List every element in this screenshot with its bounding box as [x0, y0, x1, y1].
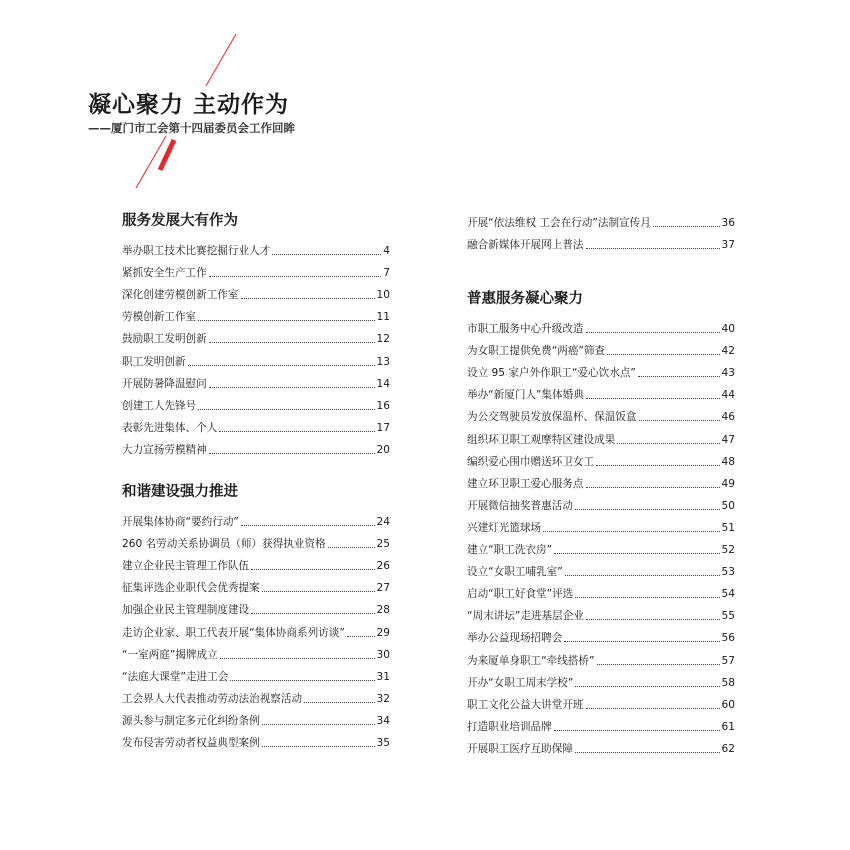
toc-entry-page-number: 44 — [721, 389, 735, 402]
toc-entry-page-number: 29 — [376, 626, 390, 639]
toc-entry[interactable] — [467, 601, 735, 623]
dot-leader — [586, 332, 720, 333]
toc-entry[interactable] — [122, 507, 390, 529]
toc-entry[interactable] — [122, 324, 390, 346]
dot-leader — [617, 443, 719, 444]
toc-section-harmony — [122, 481, 390, 750]
toc-entry-title: “法庭大课堂”走进工会 — [122, 670, 229, 683]
dot-leader — [220, 658, 375, 659]
toc-section-benefit — [467, 288, 735, 756]
toc-entry-page-number: 47 — [721, 433, 735, 446]
toc-entry-title: 为来厦单身职工“牵线搭桥” — [467, 654, 595, 667]
toc-entry[interactable] — [467, 645, 735, 667]
toc-entry-title: “周末讲坛”走进基层企业 — [467, 610, 584, 623]
toc-entry[interactable] — [467, 336, 735, 358]
toc-entry[interactable] — [122, 662, 390, 684]
toc-entry-title: 为女职工提供免费“两癌”筛查 — [467, 345, 606, 358]
toc-entry[interactable] — [467, 712, 735, 734]
dot-leader — [586, 619, 720, 620]
toc-entry-title: 建立“职工洗衣房” — [467, 544, 553, 557]
dot-leader — [596, 465, 719, 466]
toc-entry-page-number: 17 — [376, 421, 390, 434]
toc-entry[interactable] — [122, 573, 390, 595]
toc-entry[interactable] — [467, 402, 735, 424]
dot-leader — [638, 376, 720, 377]
dot-leader — [554, 730, 720, 731]
dot-leader — [554, 553, 719, 554]
toc-entry-page-number: 36 — [721, 217, 735, 230]
toc-entry-title: 开展防暑降温慰问 — [122, 377, 207, 390]
dot-leader — [262, 746, 375, 747]
thin-red-line-top — [206, 34, 236, 86]
toc-entry-title: “一室两庭”揭牌成立 — [122, 648, 218, 661]
dot-leader — [586, 398, 720, 399]
dot-leader — [251, 569, 374, 570]
toc-entry-page-number: 13 — [376, 355, 390, 368]
dot-leader — [241, 525, 375, 526]
toc-entry-title: 征集评选企业职代会优秀提案 — [122, 582, 260, 595]
toc-list — [467, 314, 735, 756]
dot-leader — [251, 613, 374, 614]
toc-entry[interactable] — [122, 258, 390, 280]
page-subtitle: ——厦门市工会第十四届委员会工作回眸 — [88, 121, 295, 135]
toc-entry-title: 职工发明创新 — [122, 355, 186, 368]
section-heading: 服务发展大有作为 — [122, 213, 238, 229]
toc-entry-page-number: 7 — [383, 267, 390, 280]
toc-entry[interactable] — [122, 346, 390, 368]
dot-leader — [575, 752, 720, 753]
toc-entry-title: 举办公益现场招聘会 — [467, 632, 563, 645]
toc-entry[interactable] — [467, 208, 735, 230]
dot-leader — [188, 365, 375, 366]
toc-entry-page-number: 11 — [376, 311, 390, 324]
toc-entry-page-number: 48 — [721, 455, 735, 468]
dot-leader — [304, 702, 374, 703]
dot-leader — [653, 226, 720, 227]
toc-entry-page-number: 27 — [376, 582, 390, 595]
toc-entry-title: 加强企业民主管理制度建设 — [122, 604, 250, 617]
toc-entry[interactable] — [122, 551, 390, 573]
toc-entry[interactable] — [122, 595, 390, 617]
section-heading: 普惠服务凝心聚力 — [467, 291, 583, 307]
toc-entry-page-number: 53 — [721, 566, 735, 579]
section-heading: 和谐建设强力推进 — [122, 484, 238, 500]
dot-leader — [262, 591, 375, 592]
toc-entry-page-number: 25 — [376, 538, 390, 551]
toc-entry-title: 发布侵害劳动者权益典型案例 — [122, 737, 260, 750]
toc-entry[interactable] — [122, 706, 390, 728]
toc-entry-title: 劳模创新工作室 — [122, 311, 197, 324]
toc-entry-title: 紧抓安全生产工作 — [122, 267, 207, 280]
toc-entry[interactable] — [467, 469, 735, 491]
toc-entry-title: 开展“依法维权 工会在行动”法制宣传月 — [467, 217, 651, 230]
toc-entry-title: 表彰先进集体、个人 — [122, 421, 218, 434]
toc-entry[interactable] — [467, 358, 735, 380]
toc-entry-title: 开办“女职工周末学校” — [467, 676, 574, 689]
dot-leader — [575, 509, 720, 510]
dot-leader — [543, 531, 719, 532]
toc-entry-page-number: 40 — [721, 323, 735, 336]
toc-entry-title: 260 名劳动关系协调员（师）获得执业资格 — [122, 538, 326, 551]
toc-entry[interactable] — [467, 579, 735, 601]
toc-entry-title: 开展微信抽奖普惠活动 — [467, 499, 573, 512]
toc-entry-title: 设立“女职工哺乳室” — [467, 566, 563, 579]
toc-entry-title: 启动“职工好食堂”评选 — [467, 588, 574, 601]
dot-leader — [209, 276, 382, 277]
toc-entry[interactable] — [467, 535, 735, 557]
toc-entry-page-number: 50 — [721, 499, 735, 512]
toc-entry-title: 兴建灯光篮球场 — [467, 521, 542, 534]
dot-leader — [575, 597, 719, 598]
toc-entry[interactable] — [467, 230, 735, 252]
toc-entry-page-number: 16 — [376, 399, 390, 412]
dot-leader — [219, 431, 374, 432]
toc-entry-page-number: 55 — [721, 610, 735, 623]
dot-leader — [272, 254, 381, 255]
toc-entry-title: 走访企业家、职工代表开展“集体协商系列访谈” — [122, 626, 345, 639]
toc-entry-page-number: 24 — [376, 516, 390, 529]
toc-entry-page-number: 61 — [721, 720, 735, 733]
toc-entry-page-number: 52 — [721, 544, 735, 557]
toc-entry-page-number: 56 — [721, 632, 735, 645]
dot-leader — [209, 387, 375, 388]
toc-entry-page-number: 54 — [721, 588, 735, 601]
toc-entry[interactable] — [122, 728, 390, 750]
toc-entry-page-number: 28 — [376, 604, 390, 617]
toc-list — [122, 236, 390, 457]
toc-entry[interactable] — [467, 623, 735, 645]
toc-entry-title: 打造职业培训品牌 — [467, 720, 552, 733]
toc-section-service — [122, 210, 390, 457]
toc-entry-title: 源头参与制定多元化纠纷条例 — [122, 714, 260, 727]
thick-red-stroke — [160, 140, 174, 170]
toc-entry-page-number: 57 — [721, 654, 735, 667]
dot-leader — [586, 708, 720, 709]
toc-entry[interactable] — [122, 684, 390, 706]
toc-entry-title: 开展集体协商“要约行动” — [122, 516, 239, 529]
toc-entry-title: 建立环卫职工爱心服务点 — [467, 477, 584, 490]
toc-entry[interactable] — [122, 617, 390, 639]
toc-entry-page-number: 49 — [721, 477, 735, 490]
toc-entry-title: 举办“新厦门人”集体婚典 — [467, 389, 584, 402]
toc-list — [467, 208, 735, 252]
toc-entry-page-number: 42 — [721, 345, 735, 358]
dot-leader — [586, 487, 720, 488]
toc-entry-title: 开展职工医疗互助保障 — [467, 742, 573, 755]
toc-entry[interactable] — [467, 690, 735, 712]
toc-entry[interactable] — [122, 280, 390, 302]
dot-leader — [209, 342, 375, 343]
toc-entry-page-number: 34 — [376, 714, 390, 727]
toc-entry[interactable] — [467, 734, 735, 756]
toc-entry[interactable] — [467, 314, 735, 336]
toc-entry-title: 举办职工技术比赛挖掘行业人才 — [122, 245, 271, 258]
toc-entry-page-number: 31 — [376, 670, 390, 683]
toc-entry[interactable] — [467, 447, 735, 469]
toc-entry-page-number: 37 — [721, 239, 735, 252]
toc-entry-page-number: 10 — [376, 289, 390, 302]
toc-entry-title: 设立 95 家户外作职工“爱心饮水点” — [467, 367, 636, 380]
toc-entry-title: 工会界人大代表推动劳动法治视察活动 — [122, 692, 303, 705]
dot-leader — [347, 636, 375, 637]
toc-entry[interactable] — [122, 236, 390, 258]
dot-leader — [565, 575, 720, 576]
page-title: 凝心聚力 主动作为 — [88, 92, 290, 118]
dot-leader — [328, 547, 375, 548]
toc-entry-page-number: 62 — [721, 742, 735, 755]
toc-entry-title: 编织爱心围巾赠送环卫女工 — [467, 455, 595, 468]
toc-entry[interactable] — [467, 557, 735, 579]
dot-leader — [262, 724, 375, 725]
dot-leader — [586, 248, 720, 249]
dot-leader — [198, 320, 374, 321]
toc-entry-title: 大力宣扬劳模精神 — [122, 443, 207, 456]
toc-entry-title: 市职工服务中心升级改造 — [467, 323, 584, 336]
toc-entry[interactable] — [467, 380, 735, 402]
toc-entry-page-number: 35 — [376, 737, 390, 750]
dot-leader — [575, 686, 719, 687]
toc-entry-title: 组织环卫职工观摩特区建设成果 — [467, 433, 616, 446]
toc-entry-title: 为公交驾驶员发放保温杯、保温饭盒 — [467, 411, 637, 424]
dot-leader — [230, 680, 374, 681]
toc-entry[interactable] — [122, 435, 390, 457]
toc-entry[interactable] — [122, 302, 390, 324]
dot-leader — [564, 641, 719, 642]
toc-entry[interactable] — [467, 491, 735, 513]
toc-entry[interactable] — [467, 513, 735, 535]
toc-list — [122, 507, 390, 750]
toc-entry-title: 融合新媒体开展网上普法 — [467, 239, 584, 252]
toc-entry-page-number: 43 — [721, 367, 735, 380]
toc-entry-page-number: 46 — [721, 411, 735, 424]
toc-entry-page-number: 12 — [376, 333, 390, 346]
toc-entry-page-number: 26 — [376, 560, 390, 573]
toc-entry-page-number: 4 — [383, 245, 390, 258]
dot-leader — [198, 409, 374, 410]
toc-entry-title: 鼓励职工发明创新 — [122, 333, 207, 346]
dot-leader — [209, 453, 375, 454]
toc-entry-page-number: 32 — [376, 692, 390, 705]
toc-entry-page-number: 30 — [376, 648, 390, 661]
toc-entry[interactable] — [122, 529, 390, 551]
toc-entry-page-number: 14 — [376, 377, 390, 390]
toc-entry[interactable] — [467, 424, 735, 446]
toc-entry-title: 建立企业民主管理工作队伍 — [122, 560, 250, 573]
dot-leader — [241, 298, 375, 299]
toc-entry[interactable] — [122, 391, 390, 413]
toc-entry-title: 深化创建劳模创新工作室 — [122, 289, 239, 302]
toc-entry-title: 创建工人先锋号 — [122, 399, 197, 412]
toc-section-law — [467, 208, 735, 252]
toc-entry[interactable] — [122, 640, 390, 662]
toc-entry-title: 职工文化公益大讲堂开班 — [467, 698, 584, 711]
dot-leader — [607, 354, 719, 355]
toc-entry-page-number: 60 — [721, 698, 735, 711]
toc-entry-page-number: 20 — [376, 443, 390, 456]
toc-entry[interactable] — [122, 413, 390, 435]
toc-entry[interactable] — [467, 668, 735, 690]
toc-entry-page-number: 58 — [721, 676, 735, 689]
toc-entry[interactable] — [122, 369, 390, 391]
dot-leader — [597, 664, 720, 665]
dot-leader — [639, 420, 720, 421]
toc-entry-page-number: 51 — [721, 521, 735, 534]
